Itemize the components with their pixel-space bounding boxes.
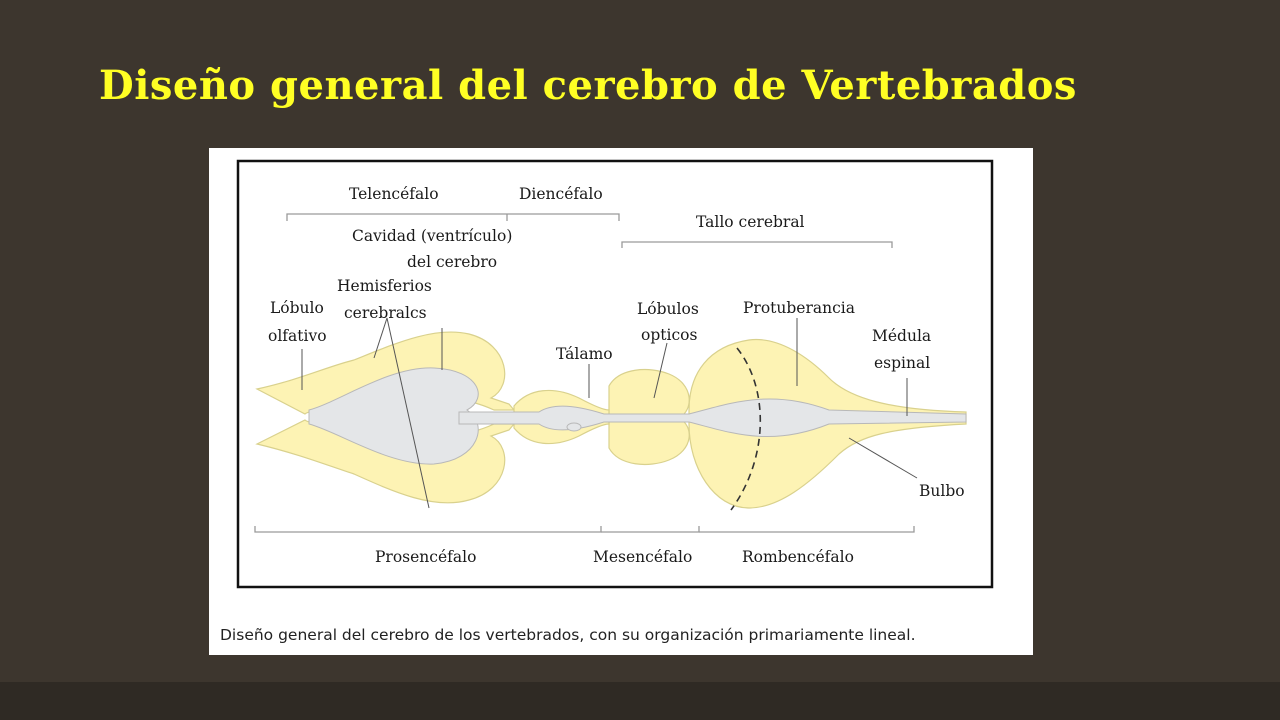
tallo-cerebral-bracket — [622, 242, 892, 248]
label-cavidad-line1: Cavidad (ventrículo) — [352, 227, 513, 245]
label-rombencefalo: Rombencéfalo — [742, 548, 854, 566]
label-talamo: Tálamo — [556, 345, 613, 363]
thalamus-cavity — [567, 423, 581, 431]
mesencefalo-bracket — [601, 526, 699, 532]
label-hemisferios-line1: Hemisferios — [337, 277, 432, 295]
label-tallo-cerebral: Tallo cerebral — [696, 213, 805, 231]
label-hemisferios-line2: cerebralcs — [344, 304, 427, 322]
telencefalo-diencefalo-bracket — [287, 214, 619, 221]
label-prosencefalo: Prosencéfalo — [375, 548, 477, 566]
figure-caption: Diseño general del cerebro de los vertebrados, con su organización primariamente lineal. — [220, 626, 916, 644]
label-mesencefalo: Mesencéfalo — [593, 548, 693, 566]
label-lobulos-opticos-line1: Lóbulos — [637, 300, 699, 318]
label-lobulos-opticos-line2: opticos — [641, 326, 698, 344]
slide-title: Diseño general del cerebro de Vertebrados — [99, 62, 1077, 109]
label-lobulo-olfativo-line1: Lóbulo — [270, 299, 324, 317]
bottom-brackets — [255, 526, 914, 532]
brain-diagram — [209, 148, 1033, 655]
label-cavidad-line2: del cerebro — [407, 253, 498, 271]
prosencefalo-bracket — [255, 526, 601, 532]
label-protuberancia: Protuberancia — [743, 299, 855, 317]
label-bulbo: Bulbo — [919, 482, 965, 500]
rombencefalo-bracket — [699, 526, 914, 532]
brain-diagram-figure — [209, 148, 1033, 655]
label-lobulo-olfativo-line2: olfativo — [268, 327, 327, 345]
label-diencefalo: Diencéfalo — [519, 185, 603, 203]
slide-footer-bar — [0, 682, 1280, 720]
label-medula-line2: espinal — [874, 354, 931, 372]
label-medula-line1: Médula — [872, 327, 932, 345]
label-telencefalo: Telencéfalo — [349, 185, 439, 203]
